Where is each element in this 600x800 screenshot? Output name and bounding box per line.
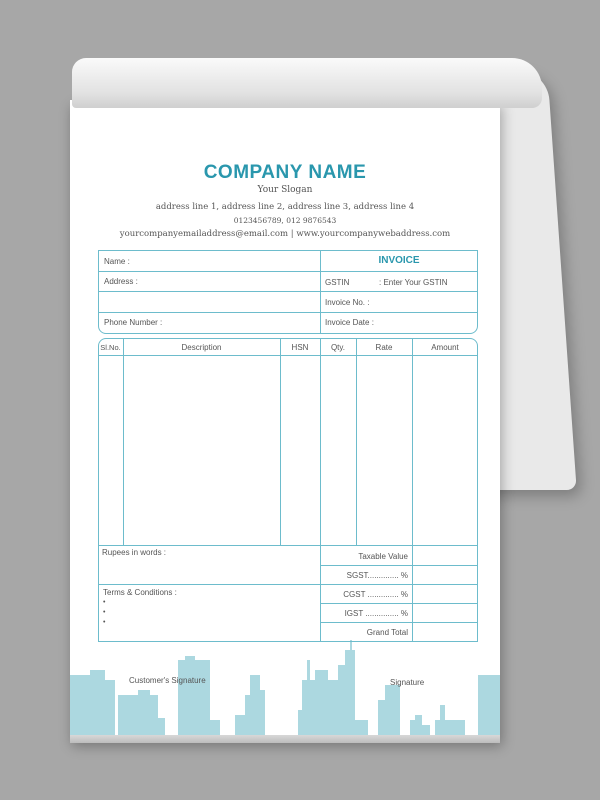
terms-bullet: • <box>103 609 106 616</box>
pad-binding <box>72 58 542 108</box>
gstin-label: GSTIN <box>325 278 350 287</box>
rupees-in-words-label: Rupees in words : <box>102 548 167 557</box>
col-amount: Amount <box>431 343 459 352</box>
col-hsn: HSN <box>291 343 309 352</box>
skyline-graphic <box>70 640 500 740</box>
sgst-label: SGST.............. % <box>346 571 408 580</box>
address-label: Address : <box>104 277 138 286</box>
company-phones: 0123456789, 012 9876543 <box>233 216 337 225</box>
col-rate: Rate <box>375 343 393 352</box>
company-slogan: Your Slogan <box>257 185 313 195</box>
col-slno: Sl.No. <box>100 343 121 352</box>
customer-signature-label: Customer's Signature <box>129 676 206 685</box>
igst-label: IGST ............... % <box>344 609 408 618</box>
name-label: Name : <box>104 257 130 266</box>
company-signature-label: Signature <box>390 678 425 687</box>
gstin-value: : Enter Your GSTIN <box>379 278 448 287</box>
terms-bullet: • <box>103 619 106 626</box>
terms-label: Terms & Conditions : <box>103 588 177 597</box>
pad-bottom-edge <box>70 735 500 743</box>
invoice-number-label: Invoice No. : <box>325 298 370 307</box>
cgst-label: CGST .............. % <box>343 590 408 599</box>
col-description: Description <box>181 343 222 352</box>
phone-label: Phone Number : <box>104 318 163 327</box>
col-qty: Qty. <box>330 343 346 352</box>
grand-total-label: Grand Total <box>366 628 408 637</box>
invoice-date-label: Invoice Date : <box>325 318 374 327</box>
taxable-value-label: Taxable Value <box>358 552 408 561</box>
company-name: COMPANY NAME <box>203 162 367 183</box>
company-contact: yourcompanyemailaddress@email.com | www.yourcompanywebaddress.com <box>119 229 451 239</box>
company-address: address line 1, address line 2, address line 3, address line 4 <box>155 202 415 212</box>
invoice-title: INVOICE <box>378 255 420 266</box>
terms-bullet: • <box>103 599 106 606</box>
